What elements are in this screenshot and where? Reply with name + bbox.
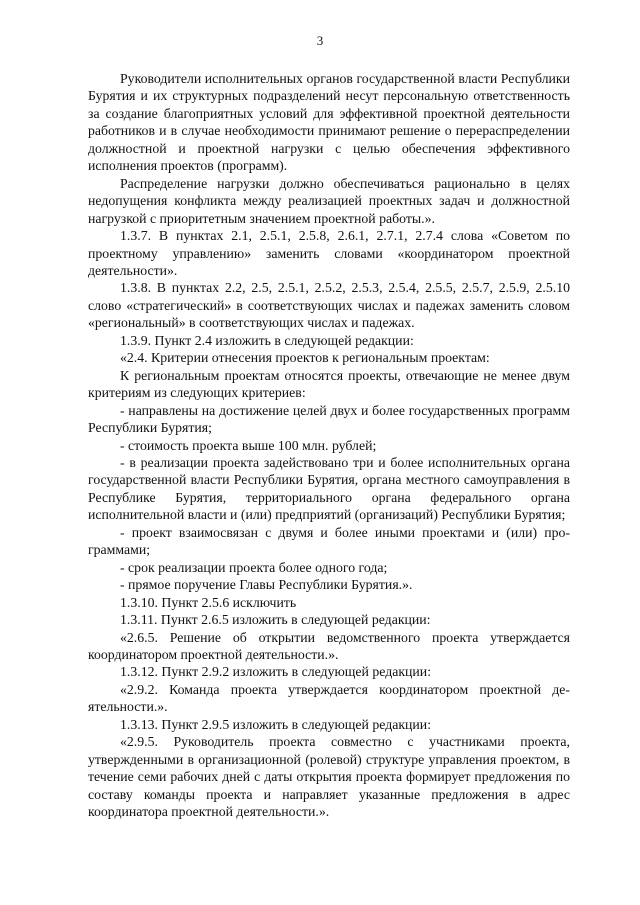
list-item: - направлены на достижение целей двух и более государственных программ Республики Бурятия; xyxy=(88,402,570,436)
list-item: - стоимость проекта выше 100 млн. рублей; xyxy=(120,437,377,453)
paragraph: «2.4. Критерии отнесения проектов к региональным проектам: xyxy=(120,350,490,366)
paragraph: Распределение нагрузки должно обеспечиваться рационально в целях недопущения конфликта между реализацией проектных задач и должностной нагрузкой с приоритетным значением проектной работы.». xyxy=(88,175,570,226)
list-item: - проект взаимосвязан с двумя и более иными проектами и (или) программами; xyxy=(88,524,570,558)
paragraph: 1.3.8. В пунктах 2.2, 2.5, 2.5.1, 2.5.2, 2.5.3, 2.5.4, 2.5.5, 2.5.7, 2.5.9, 2.5.10 слово «стратегический» в соответствующих числах и падежах заменить словом «региональный» в соответствующих числах и падежах. xyxy=(88,280,570,331)
list-item: - срок реализации проекта более одного года; xyxy=(120,559,388,575)
paragraph: «2.9.2. Команда проекта утверждается координатором проектной деятельности.». xyxy=(88,681,570,715)
paragraph: 1.3.11. Пункт 2.6.5 изложить в следующей редакции: xyxy=(120,612,431,628)
paragraph: «2.9.5. Руководитель проекта совместно с участниками проекта, утвержденными в организационной (ролевой) структуре управления проектом, в течение семи рабочих дней с даты открытия проекта формирует предложения по составу команды проекта и направляет указанные предложения в адрес координатора проектной деятельности.». xyxy=(88,734,570,820)
paragraph: 1.3.13. Пункт 2.9.5 изложить в следующей редакции: xyxy=(120,716,432,732)
paragraph: 1.3.10. Пункт 2.5.6 исключить xyxy=(120,594,297,610)
document-body xyxy=(88,70,570,820)
paragraph: 1.3.12. Пункт 2.9.2 изложить в следующей редакции: xyxy=(120,664,432,680)
paragraph: «2.6.5. Решение об открытии ведомственного проекта утверждается координатором проектной деятельности.». xyxy=(88,629,570,662)
paragraph: Руководители исполнительных органов государственной власти Республики Бурятия и их структурных подразделений несут персональную ответственность за создание благоприятных условий для эффективной проектной деятельности работников и в случае необходимости принимают решение о перераспределении должностной и проектной нагрузки с целью обеспечения эффективного исполнения проектов (программ). xyxy=(88,71,570,174)
list-item: - прямое поручение Главы Республики Бурятия.». xyxy=(120,577,413,593)
page-number: 3 xyxy=(316,33,324,48)
list-item: - в реализации проекта задействовано три и более исполнительных органа государственной власти Республики Бурятия, органа местного самоуправления в Республике Бурятия, территориального органа федерального органа исполнительной власти и (или) предприятий (организаций) Республики Бурятия; xyxy=(88,454,570,523)
paragraph: 1.3.9. Пункт 2.4 изложить в следующей редакции: xyxy=(120,332,414,348)
paragraph: К региональным проектам относятся проекты, отвечающие не менее двум критериям из следующих критериев: xyxy=(88,367,570,401)
paragraph: 1.3.7. В пунктах 2.1, 2.5.1, 2.5.8, 2.6.1, 2.7.1, 2.7.4 слова «Советом по проектному управлению» заменить словами «координатором проектной деятельности». xyxy=(88,228,570,278)
